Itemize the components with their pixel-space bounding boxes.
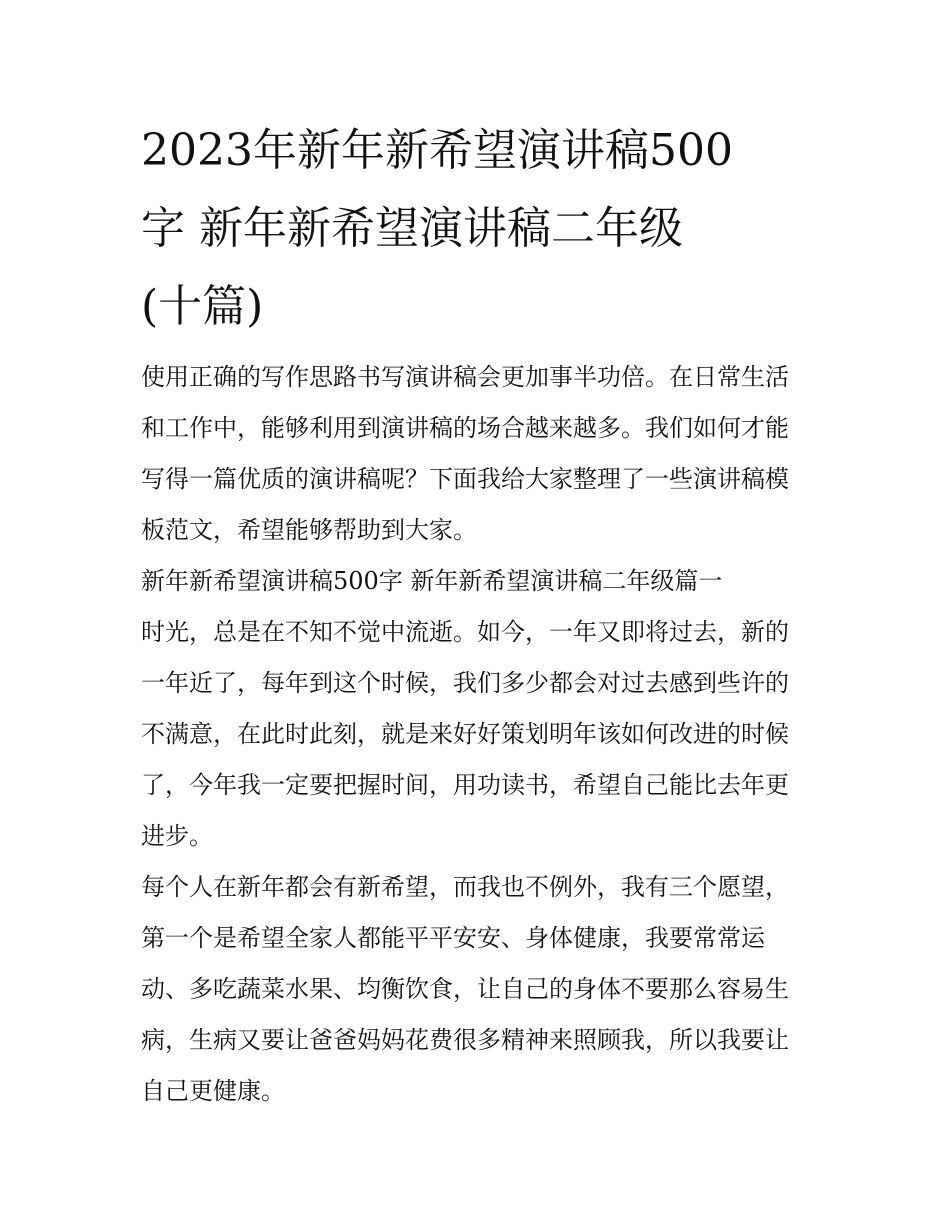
paragraph-line: 每个人在新年都会有新希望，而我也不例外，我有三个愿望，: [141, 873, 789, 901]
paragraph-line: 第一个是希望全家人都能平平安安、身体健康，我要常常运: [141, 924, 765, 952]
paragraph-line: 不满意，在此时此刻，就是来好好策划明年该如何改进的时候: [141, 720, 789, 748]
body-paragraph: [141, 607, 813, 862]
document-page: [141, 112, 813, 1117]
title-line: 字 新年新希望演讲稿二年级: [141, 203, 683, 254]
title-line: (十篇): [141, 281, 264, 332]
paragraph-line: 动、多吃蔬菜水果、均衡饮食，让自己的身体不要那么容易生: [141, 975, 789, 1003]
paragraph-line: 了，今年我一定要把握时间，用功读书，希望自己能比去年更: [141, 771, 789, 799]
paragraph-line: 写得一篇优质的演讲稿呢？下面我给大家整理了一些演讲稿模: [141, 465, 789, 493]
section-heading: [141, 556, 813, 607]
title-line: 2023年新年新希望演讲稿500: [141, 125, 733, 176]
paragraph-line: 时光，总是在不知不觉中流逝。如今，一年又即将过去，新的: [141, 618, 789, 646]
paragraph-line: 进步。: [141, 822, 213, 850]
paragraph-line: 板范文，希望能够帮助到大家。: [141, 516, 477, 544]
paragraph-line: 和工作中，能够利用到演讲稿的场合越来越多。我们如何才能: [141, 414, 789, 442]
paragraph-line: 病，生病又要让爸爸妈妈花费很多精神来照顾我，所以我要让: [141, 1026, 789, 1054]
intro-paragraph: [141, 352, 813, 556]
document-title: [141, 112, 813, 346]
paragraph-line: 使用正确的写作思路书写演讲稿会更加事半功倍。在日常生活: [141, 363, 789, 391]
paragraph-line: 自己更健康。: [141, 1077, 285, 1105]
paragraph-line: 新年新希望演讲稿500字 新年新希望演讲稿二年级篇一: [141, 567, 723, 595]
body-paragraph: [141, 862, 813, 1117]
paragraph-line: 一年近了，每年到这个时候，我们多少都会对过去感到些许的: [141, 669, 789, 697]
